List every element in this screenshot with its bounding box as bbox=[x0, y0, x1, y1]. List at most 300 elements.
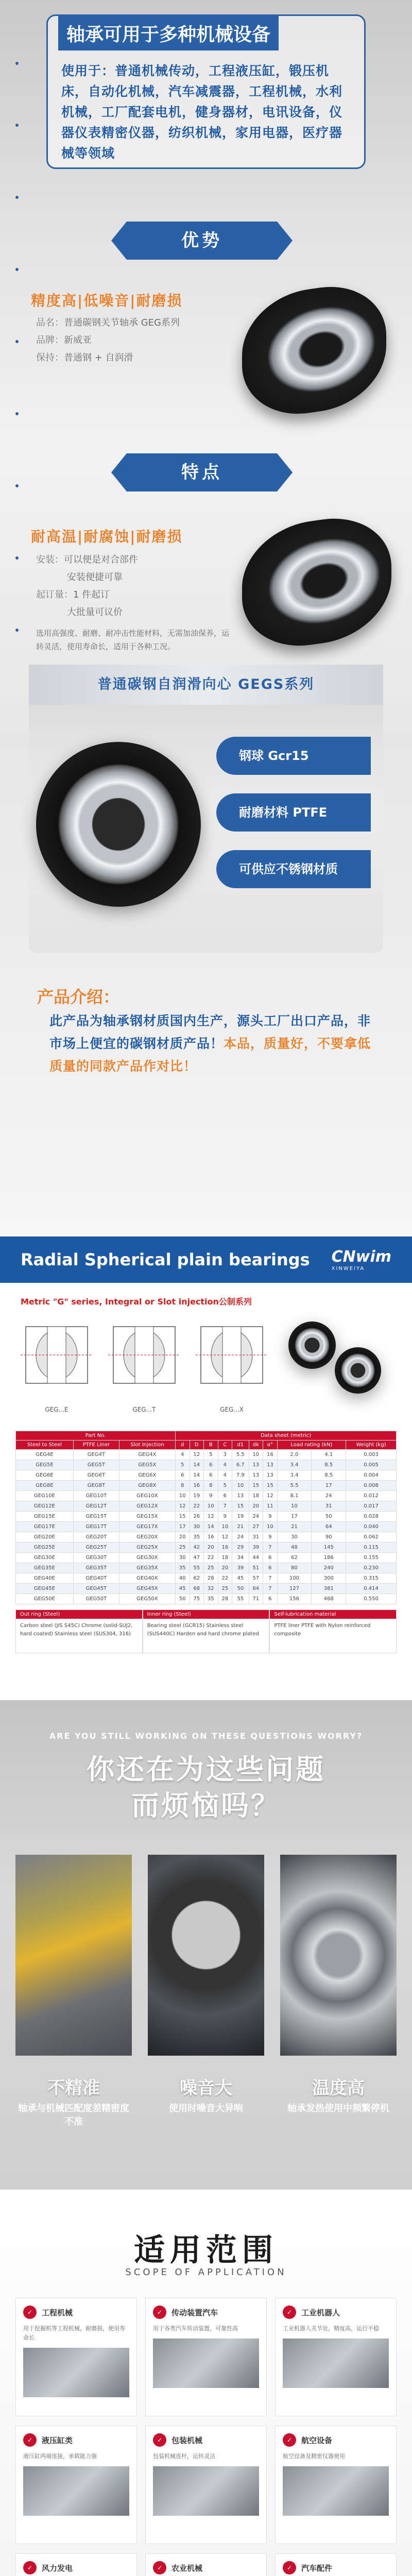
spec-section bbox=[0, 1236, 412, 1700]
table-cell: 7.9 bbox=[232, 1470, 249, 1481]
application-desc: 工业机器人关节处，精度高，运行平稳 bbox=[283, 2325, 379, 2332]
table-cell: GEG15E bbox=[16, 1512, 74, 1522]
application-card bbox=[15, 2553, 137, 2576]
table-cell: 10 bbox=[218, 1522, 232, 1532]
table-cell: 0.155 bbox=[346, 1553, 397, 1563]
table-row bbox=[16, 1522, 397, 1532]
spec-table: Part No. Data sheet (metric) Steel to Steel PTFE Liner Slot Injection d D B C d1 dk α° Load rating (kN) Weight (kg) GEG4E GEG4T GEG4X 4 12 5 3 5.5 10 16 2.0 4.1 0.003 GEG5E GEG5T GEG5X 5 14 6 4 6.7 13 13 3.4 8.5 0.005 GEG6E GEG6T GEG6X 6 14 6 4 7.9 13 13 3.4 8.5 0.004 GEG8E GEG8T GEG8X 8 16 8 5 10 15 15 5.5 17 0.008 GEG10E GEG10T GEG10X 10 19 9 6 13 18 12 8.1 24 0.012 GEG12E GEG12T GEG12X 12 22 10 7 15 20 11 10 31 0.017 GEG15E GEG15T GEG15X 15 26 12 9 19 24 9 17 50 0.028 GEG17E GEG17T GEG17X 17 30 14 10 21 27 10 21 64 0.040 GEG20E GEG20T GEG20X 20 35 16 12 24 31 9 30 90 0.062 GEG25E GEG25T GEG25X 25 42 20 16 29 39 7 48 145 0.115 GEG30E GEG30T GEG30X 30 47 22 18 34 44 6 62 186 0.155 GEG35E GEG35T GEG35X 35 55 25 20 39 51 6 80 240 0.230 GEG40E GEG40T GEG40X 40 62 28 22 45 57 7 100 300 0.315 GEG45E GEG45T GEG45X 45 68 32 25 50 64 7 127 381 0.414 GEG50E GEG50T GEG50X 50 75 35 28 55 71 6 156 468 0.550 bbox=[15, 1431, 397, 1604]
table-cell: 35 bbox=[175, 1563, 190, 1573]
table-cell: GEG4X bbox=[119, 1450, 175, 1460]
advantage-list bbox=[36, 314, 252, 367]
table-cell: 14 bbox=[190, 1470, 204, 1481]
applications-title: 适用范围 bbox=[134, 2232, 278, 2268]
table-cell: GEG12X bbox=[119, 1501, 175, 1512]
advantage-tagline: 精度高|低噪音|耐磨损 bbox=[31, 292, 183, 309]
table-cell: GEG30E bbox=[16, 1553, 74, 1563]
application-name: 传动装置汽车 bbox=[171, 2308, 218, 2317]
check-icon: ✓ bbox=[283, 2433, 296, 2447]
table-cell: 28 bbox=[218, 1594, 232, 1604]
feature-item: 起订量：1 件起订 bbox=[36, 589, 110, 600]
usage-title: 轴承可用于多种机械设备 bbox=[58, 16, 279, 50]
table-cell: 0.062 bbox=[346, 1532, 397, 1543]
table-cell: GEG25E bbox=[16, 1543, 74, 1553]
table-cell: 10 bbox=[204, 1501, 218, 1512]
table-cell: 19 bbox=[190, 1491, 204, 1501]
check-icon: ✓ bbox=[153, 2306, 166, 2319]
table-cell: 40 bbox=[175, 1573, 190, 1584]
application-name: 液压缸类 bbox=[42, 2435, 73, 2445]
table-cell: 145 bbox=[312, 1543, 346, 1553]
table-row bbox=[16, 1594, 397, 1604]
table-row bbox=[16, 1512, 397, 1522]
drawing-e: GEG...E bbox=[21, 1316, 93, 1399]
table-cell: 6 bbox=[204, 1460, 218, 1470]
table-cell: GEG8E bbox=[16, 1481, 74, 1491]
application-desc: 航空设备及精密仪器使用 bbox=[283, 2453, 345, 2460]
table-cell: 42 bbox=[190, 1543, 204, 1553]
table-cell: 39 bbox=[232, 1563, 249, 1573]
table-cell: 8 bbox=[204, 1481, 218, 1491]
table-cell: GEG45E bbox=[16, 1584, 74, 1594]
table-cell: 35 bbox=[204, 1594, 218, 1604]
table-cell: 90 bbox=[312, 1532, 346, 1543]
table-cell: 55 bbox=[232, 1594, 249, 1604]
table-cell: GEG50T bbox=[73, 1594, 119, 1604]
table-cell: 0.005 bbox=[346, 1460, 397, 1470]
application-desc: 包装机械连杆，运转灵活 bbox=[153, 2453, 215, 2460]
table-cell: GEG5T bbox=[73, 1460, 119, 1470]
application-desc: 液压缸两端连接，承载能力强 bbox=[23, 2453, 97, 2460]
application-card bbox=[145, 2298, 267, 2416]
table-cell: 16 bbox=[263, 1450, 278, 1460]
application-name: 航空设备 bbox=[301, 2435, 333, 2445]
table-cell: 6 bbox=[218, 1491, 232, 1501]
table-cell: 5 bbox=[204, 1450, 218, 1460]
table-cell: 16 bbox=[190, 1481, 204, 1491]
table-cell: 39 bbox=[249, 1543, 263, 1553]
table-cell: 0.414 bbox=[346, 1584, 397, 1594]
table-cell: 27 bbox=[249, 1522, 263, 1532]
table-row bbox=[16, 1501, 397, 1512]
table-cell: 300 bbox=[312, 1573, 346, 1584]
table-cell: 16 bbox=[204, 1532, 218, 1543]
problems-subtitle: ARE YOU STILL WORKING ON THESE QUESTIONS WORRY? bbox=[49, 1731, 363, 1741]
table-cell: 21 bbox=[232, 1522, 249, 1532]
table-cell: GEG20T bbox=[73, 1532, 119, 1543]
product-tag: 可供应不锈钢材质 bbox=[216, 850, 371, 888]
table-cell: GEG17X bbox=[119, 1522, 175, 1532]
note-outer-ring: Out ring (Steel) Carbon steel (JIS S45C) Chrome (solid-SUJ2, hard coated) Stainless steel (SUS304, 316) bbox=[15, 1609, 143, 1653]
spec-title: Radial Spherical plain bearings bbox=[21, 1250, 310, 1269]
check-icon: ✓ bbox=[23, 2561, 37, 2574]
feature-item: 安装：可以便是对合部件 bbox=[36, 554, 138, 565]
table-cell: 7 bbox=[263, 1573, 278, 1584]
table-cell: 10 bbox=[249, 1450, 263, 1460]
table-cell: 127 bbox=[277, 1584, 312, 1594]
check-icon: ✓ bbox=[153, 2433, 166, 2447]
table-cell: 31 bbox=[249, 1532, 263, 1543]
table-cell: 4.1 bbox=[312, 1450, 346, 1460]
table-cell: 45 bbox=[232, 1573, 249, 1584]
table-cell: 17 bbox=[175, 1522, 190, 1532]
advantage-item: 品名：普通碳钢关节轴承 GEG系列 bbox=[36, 317, 180, 328]
application-name: 风力发电 bbox=[42, 2563, 73, 2573]
table-cell: 15 bbox=[175, 1512, 190, 1522]
table-cell: GEG30T bbox=[73, 1553, 119, 1563]
table-cell: 5 bbox=[175, 1460, 190, 1470]
table-row bbox=[16, 1573, 397, 1584]
table-cell: 10 bbox=[263, 1522, 278, 1532]
table-cell: 5.5 bbox=[277, 1481, 312, 1491]
table-cell: 10 bbox=[175, 1491, 190, 1501]
table-cell: 10 bbox=[232, 1481, 249, 1491]
table-cell: 22 bbox=[204, 1553, 218, 1563]
table-cell: 3.4 bbox=[277, 1470, 312, 1481]
product-tag: 耐磨材料 PTFE bbox=[216, 793, 371, 832]
datasheet-header: Data sheet (metric) bbox=[175, 1431, 396, 1440]
table-cell: 24 bbox=[232, 1532, 249, 1543]
table-row bbox=[16, 1460, 397, 1470]
usage-panel bbox=[46, 14, 366, 169]
problem-caption: 噪音大 使用时噪音大异响 bbox=[169, 2078, 243, 2114]
application-card bbox=[15, 2426, 137, 2544]
usage-text: 使用于：普通机械传动，工程液压缸，锻压机床，自动化机械，汽车减震器，工程机械，水利机械，工厂配套电机，健身器材，电讯设备，仪器仪表精密仪器，纺织机械，家用电器，医疗器械等领域 bbox=[61, 63, 343, 161]
table-row bbox=[16, 1491, 397, 1501]
application-name: 包装机械 bbox=[171, 2435, 203, 2445]
table-cell: 9 bbox=[218, 1512, 232, 1522]
table-cell: GEG15T bbox=[73, 1512, 119, 1522]
applications-section bbox=[0, 2190, 412, 2576]
table-cell: 6 bbox=[263, 1563, 278, 1573]
intro-title: 产品介绍： bbox=[37, 987, 120, 1007]
table-cell: 0.012 bbox=[346, 1491, 397, 1501]
table-cell: GEG40E bbox=[16, 1573, 74, 1584]
table-cell: 31 bbox=[312, 1501, 346, 1512]
table-cell: 13 bbox=[249, 1470, 263, 1481]
table-cell: 6 bbox=[263, 1594, 278, 1604]
product-tag: 钢球 Gcr15 bbox=[216, 737, 371, 775]
table-cell: 44 bbox=[249, 1553, 263, 1563]
application-name: 工业机器人 bbox=[301, 2308, 340, 2317]
table-cell: 64 bbox=[249, 1584, 263, 1594]
table-cell: 15 bbox=[249, 1481, 263, 1491]
table-cell: 57 bbox=[249, 1573, 263, 1584]
table-cell: 28 bbox=[204, 1573, 218, 1584]
table-cell: 8.5 bbox=[312, 1470, 346, 1481]
table-cell: 62 bbox=[277, 1553, 312, 1563]
check-icon: ✓ bbox=[23, 2433, 37, 2447]
table-cell: GEG45X bbox=[119, 1584, 175, 1594]
table-cell: 64 bbox=[312, 1522, 346, 1532]
table-cell: 24 bbox=[312, 1491, 346, 1501]
application-image bbox=[153, 2466, 259, 2516]
table-cell: GEG8T bbox=[73, 1481, 119, 1491]
table-cell: 468 bbox=[312, 1594, 346, 1604]
table-cell: 10 bbox=[277, 1501, 312, 1512]
table-cell: 25 bbox=[175, 1543, 190, 1553]
problems-title: 你还在为这些问题而烦恼吗？ bbox=[87, 1753, 325, 1822]
table-cell: 0.028 bbox=[346, 1512, 397, 1522]
table-cell: GEG6T bbox=[73, 1470, 119, 1481]
table-cell: 13 bbox=[263, 1470, 278, 1481]
table-cell: 25 bbox=[204, 1563, 218, 1573]
timeline-dots bbox=[15, 0, 19, 1236]
table-cell: 3.4 bbox=[277, 1460, 312, 1470]
table-cell: 7 bbox=[263, 1543, 278, 1553]
table-cell: 6 bbox=[175, 1470, 190, 1481]
check-icon: ✓ bbox=[23, 2306, 37, 2319]
advantage-item: 保持：普通钢 + 自润滑 bbox=[36, 352, 133, 363]
feature-list bbox=[36, 551, 232, 653]
table-cell: 0.550 bbox=[346, 1594, 397, 1604]
table-cell: GEG35T bbox=[73, 1563, 119, 1573]
table-row bbox=[16, 1543, 397, 1553]
table-cell: 0.008 bbox=[346, 1481, 397, 1491]
table-row bbox=[16, 1563, 397, 1573]
table-cell: 25 bbox=[218, 1584, 232, 1594]
table-cell: 50 bbox=[232, 1584, 249, 1594]
table-cell: 11 bbox=[263, 1501, 278, 1512]
feature-note: 选用高强度、耐磨、耐冲击性能材料，无需加油保养，运转灵活，使用寿命长，适用于各种工况。 bbox=[36, 629, 230, 651]
application-desc: 用于各类汽车传动装置，可靠性高 bbox=[153, 2325, 238, 2332]
application-card bbox=[275, 2553, 397, 2576]
table-cell: GEG15X bbox=[119, 1512, 175, 1522]
table-cell: 30 bbox=[175, 1553, 190, 1563]
excavator-photo bbox=[15, 1855, 132, 2056]
noise-photo bbox=[148, 1855, 264, 2056]
table-cell: 240 bbox=[312, 1563, 346, 1573]
table-cell: GEG35X bbox=[119, 1563, 175, 1573]
table-cell: 0.115 bbox=[346, 1543, 397, 1553]
part-no-header: Part No. bbox=[16, 1431, 176, 1440]
table-cell: 15 bbox=[232, 1501, 249, 1512]
table-cell: 3 bbox=[218, 1450, 232, 1460]
table-cell: 6 bbox=[204, 1470, 218, 1481]
problems-section bbox=[0, 1700, 412, 2190]
application-name: 农业机械 bbox=[171, 2563, 203, 2573]
application-image bbox=[23, 2348, 129, 2397]
table-cell: 51 bbox=[249, 1563, 263, 1573]
table-cell: 0.004 bbox=[346, 1470, 397, 1481]
table-cell: 14 bbox=[204, 1522, 218, 1532]
table-cell: 12 bbox=[218, 1532, 232, 1543]
spec-table-body bbox=[16, 1450, 397, 1604]
bearing-image-2 bbox=[242, 510, 391, 655]
spec-bar bbox=[0, 1236, 412, 1283]
table-cell: 0.040 bbox=[346, 1522, 397, 1532]
application-name: 工程机械 bbox=[42, 2308, 73, 2317]
table-cell: 8 bbox=[175, 1481, 190, 1491]
table-cell: GEG50X bbox=[119, 1594, 175, 1604]
drawing-t: GEG...T bbox=[108, 1316, 180, 1399]
table-cell: 5.5 bbox=[232, 1450, 249, 1460]
hero-section bbox=[0, 0, 412, 1236]
table-cell: 381 bbox=[312, 1584, 346, 1594]
table-cell: GEG12T bbox=[73, 1501, 119, 1512]
check-icon: ✓ bbox=[283, 2561, 296, 2574]
feature-item: 安装便捷可靠 bbox=[67, 572, 123, 583]
table-cell: GEG40T bbox=[73, 1573, 119, 1584]
heat-photo bbox=[280, 1855, 397, 2056]
application-card bbox=[145, 2553, 267, 2576]
feature-ribbon: 特点 bbox=[127, 453, 277, 492]
table-cell: 7 bbox=[218, 1501, 232, 1512]
table-cell: 4 bbox=[218, 1470, 232, 1481]
table-row bbox=[16, 1470, 397, 1481]
table-cell: GEG5X bbox=[119, 1460, 175, 1470]
table-row bbox=[16, 1481, 397, 1491]
product-banner: 普通碳钢自润滑向心 GEGS系列 bbox=[29, 665, 383, 705]
intro-text: 此产品为轴承钢材质国内生产，源头工厂出口产品，非市场上便宜的碳钢材质产品！本品，质量好，不要拿低质量的同款产品作对比！ bbox=[49, 1013, 371, 1074]
table-cell: 17 bbox=[277, 1512, 312, 1522]
table-cell: 2.0 bbox=[277, 1450, 312, 1460]
table-cell: GEG25T bbox=[73, 1543, 119, 1553]
table-cell: GEG50E bbox=[16, 1594, 74, 1604]
table-cell: GEG17T bbox=[73, 1522, 119, 1532]
table-cell: 6.7 bbox=[232, 1460, 249, 1470]
material-notes bbox=[15, 1609, 397, 1653]
table-cell: 50 bbox=[175, 1594, 190, 1604]
table-cell: GEG25X bbox=[119, 1543, 175, 1553]
applications-subtitle: SCOPE OF APPLICATION bbox=[125, 2267, 287, 2278]
advantage-item: 品牌：新威亚 bbox=[36, 335, 92, 346]
applications-grid bbox=[15, 2298, 397, 2576]
table-cell: 13 bbox=[232, 1491, 249, 1501]
table-cell: 186 bbox=[312, 1553, 346, 1563]
table-cell: 9 bbox=[263, 1532, 278, 1543]
table-cell: 14 bbox=[190, 1460, 204, 1470]
table-cell: 0.230 bbox=[346, 1563, 397, 1573]
brand-logo: CNwim XINWEIYA bbox=[331, 1248, 391, 1272]
table-cell: 26 bbox=[190, 1512, 204, 1522]
application-image bbox=[283, 2466, 389, 2516]
table-row bbox=[16, 1584, 397, 1594]
table-cell: 55 bbox=[190, 1563, 204, 1573]
check-icon: ✓ bbox=[283, 2306, 296, 2319]
table-cell: 12 bbox=[190, 1450, 204, 1460]
table-cell: GEG35E bbox=[16, 1563, 74, 1573]
table-cell: GEG12E bbox=[16, 1501, 74, 1512]
load-rating-header: Load rating (kN) bbox=[277, 1440, 346, 1450]
table-cell: 24 bbox=[249, 1512, 263, 1522]
table-cell: 29 bbox=[232, 1543, 249, 1553]
table-cell: 47 bbox=[190, 1553, 204, 1563]
application-image bbox=[153, 2338, 259, 2388]
table-cell: 16 bbox=[218, 1543, 232, 1553]
table-cell: 80 bbox=[277, 1563, 312, 1573]
table-cell: 35 bbox=[190, 1532, 204, 1543]
table-cell: 9 bbox=[263, 1512, 278, 1522]
table-cell: GEG10T bbox=[73, 1491, 119, 1501]
table-cell: 12 bbox=[175, 1501, 190, 1512]
application-desc: 用于挖掘机等工程机械，耐磨损，使用寿命长 bbox=[23, 2325, 125, 2341]
table-cell: GEG40X bbox=[119, 1573, 175, 1584]
table-cell: GEG4T bbox=[73, 1450, 119, 1460]
application-image bbox=[283, 2338, 389, 2388]
table-cell: 34 bbox=[232, 1553, 249, 1563]
table-cell: 20 bbox=[218, 1563, 232, 1573]
bearing-image-1 bbox=[242, 278, 386, 422]
table-cell: GEG30X bbox=[119, 1553, 175, 1563]
table-cell: 75 bbox=[190, 1594, 204, 1604]
table-cell: 15 bbox=[263, 1481, 278, 1491]
table-cell: 32 bbox=[204, 1584, 218, 1594]
table-cell: 13 bbox=[249, 1460, 263, 1470]
table-cell: 0.017 bbox=[346, 1501, 397, 1512]
table-cell: 68 bbox=[190, 1584, 204, 1594]
note-inner-ring: Inner ring (Steel) Bearing steel (GCR15) Stainless steel (SUS440C) Harden and hard chrome plated bbox=[143, 1609, 270, 1653]
table-cell: 4 bbox=[175, 1450, 190, 1460]
table-cell: 12 bbox=[263, 1491, 278, 1501]
table-cell: 8.1 bbox=[277, 1491, 312, 1501]
table-cell: 71 bbox=[249, 1594, 263, 1604]
table-cell: 20 bbox=[175, 1532, 190, 1543]
table-cell: 20 bbox=[204, 1543, 218, 1553]
table-cell: 4 bbox=[218, 1460, 232, 1470]
application-card bbox=[15, 2298, 137, 2416]
table-cell: 30 bbox=[190, 1522, 204, 1532]
table-cell: 21 bbox=[277, 1522, 312, 1532]
table-row bbox=[16, 1553, 397, 1563]
check-icon: ✓ bbox=[153, 2561, 166, 2574]
application-image bbox=[23, 2466, 129, 2516]
table-cell: 13 bbox=[263, 1460, 278, 1470]
table-cell: 18 bbox=[218, 1553, 232, 1563]
table-cell: 48 bbox=[277, 1543, 312, 1553]
note-liner: Self-lubrication material PTFE liner PTFE with Nylon reinforced composite bbox=[269, 1609, 397, 1653]
application-name: 汽车配件 bbox=[301, 2563, 333, 2573]
problem-caption: 温度高 轴承发热使用中频繁停机 bbox=[287, 2078, 389, 2114]
bearing-image-3 bbox=[36, 742, 201, 907]
table-cell: GEG20X bbox=[119, 1532, 175, 1543]
sample-bearing-1 bbox=[288, 1321, 336, 1369]
table-cell: 8.5 bbox=[312, 1460, 346, 1470]
feature-item: 大批量可议价 bbox=[67, 607, 123, 618]
table-cell: GEG45T bbox=[73, 1584, 119, 1594]
table-cell: 17 bbox=[312, 1481, 346, 1491]
sample-bearing-2 bbox=[335, 1347, 381, 1394]
table-cell: GEG6X bbox=[119, 1470, 175, 1481]
table-cell: GEG20E bbox=[16, 1532, 74, 1543]
table-cell: GEG4E bbox=[16, 1450, 74, 1460]
application-card bbox=[275, 2298, 397, 2416]
table-cell: 0.003 bbox=[346, 1450, 397, 1460]
problem-caption: 不精准 轴承与机械匹配度差精密度不准 bbox=[18, 2078, 129, 2127]
table-cell: 6 bbox=[263, 1553, 278, 1563]
table-cell: 156 bbox=[277, 1594, 312, 1604]
table-cell: 62 bbox=[190, 1573, 204, 1584]
table-cell: GEG8X bbox=[119, 1481, 175, 1491]
feature-tagline: 耐高温|耐腐蚀|耐磨损 bbox=[31, 528, 183, 545]
table-cell: GEG10X bbox=[119, 1491, 175, 1501]
technical-drawings bbox=[21, 1311, 391, 1428]
table-cell: 30 bbox=[277, 1532, 312, 1543]
advantage-ribbon: 优势 bbox=[127, 222, 277, 260]
table-cell: 0.315 bbox=[346, 1573, 397, 1584]
application-card bbox=[275, 2426, 397, 2544]
table-cell: 19 bbox=[232, 1512, 249, 1522]
table-cell: 7 bbox=[263, 1584, 278, 1594]
table-cell: GEG5E bbox=[16, 1460, 74, 1470]
application-card bbox=[145, 2426, 267, 2544]
table-cell: 22 bbox=[190, 1501, 204, 1512]
drawing-x: GEG...X bbox=[196, 1316, 268, 1399]
table-row bbox=[16, 1532, 397, 1543]
table-cell: 9 bbox=[204, 1491, 218, 1501]
table-cell: 50 bbox=[312, 1512, 346, 1522]
table-cell: 100 bbox=[277, 1573, 312, 1584]
table-cell: 20 bbox=[249, 1501, 263, 1512]
